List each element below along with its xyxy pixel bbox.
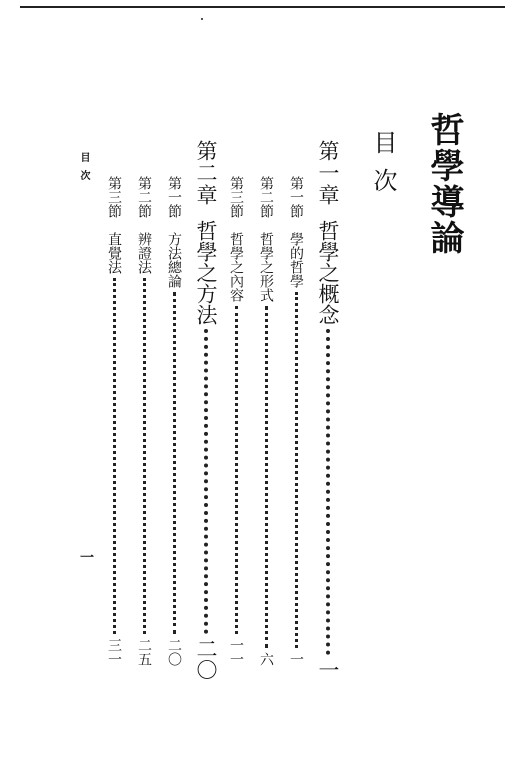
toc-page: 二〇 [194,638,218,680]
toc-number: 第三節 [106,176,122,218]
leader-dots [265,306,268,648]
leader-dots [235,306,238,634]
leader-dots [204,329,208,634]
toc-page: 一 [316,659,340,680]
running-header: 目次 [78,152,89,188]
toc-title: 哲學之方法 [194,220,218,325]
toc-number: 第一節 [288,176,304,218]
leader-dots [326,329,330,655]
leader-dots [295,292,298,648]
print-speck [201,18,203,20]
toc-entry-section-1-2[interactable] [257,176,275,666]
toc-entry-section-2-2[interactable] [135,176,153,666]
toc-page: 二〇 [166,638,182,666]
leader-dots [173,292,176,634]
toc-title: 哲學之概念 [316,220,340,325]
toc-page: 六 [258,652,274,666]
book-title: 哲學導論 [424,112,464,256]
contents-heading: 目次 [369,130,397,206]
toc-entry-section-1-1[interactable] [287,176,305,666]
toc-title: 直覺法 [106,232,122,274]
toc-page: 三一 [106,638,122,666]
toc-entry-section-1-3[interactable] [227,176,245,666]
toc-title: 方法總論 [166,232,182,288]
toc-number: 第一章 [316,140,340,206]
toc-page: 一 [288,652,304,666]
leader-dots [143,278,146,634]
leader-dots [113,278,116,634]
toc-entry-chapter-2[interactable] [193,140,219,680]
page-number: 一 [78,550,94,564]
toc-title: 辨證法 [136,232,152,274]
toc-entry-section-2-1[interactable] [165,176,183,666]
toc-number: 第二節 [258,176,274,218]
toc-page: 一一 [228,638,244,666]
toc-title: 學的哲學 [288,232,304,288]
toc-number: 第二章 [194,140,218,206]
toc-number: 第一節 [166,176,182,218]
toc-number: 第二節 [136,176,152,218]
toc-entry-chapter-1[interactable] [315,140,341,680]
toc-entry-section-2-3[interactable] [105,176,123,666]
toc-number: 第三節 [228,176,244,218]
top-border-rule [20,6,505,8]
toc-title: 哲學之內容 [228,232,244,302]
toc-page: 二五 [136,638,152,666]
toc-title: 哲學之形式 [258,232,274,302]
